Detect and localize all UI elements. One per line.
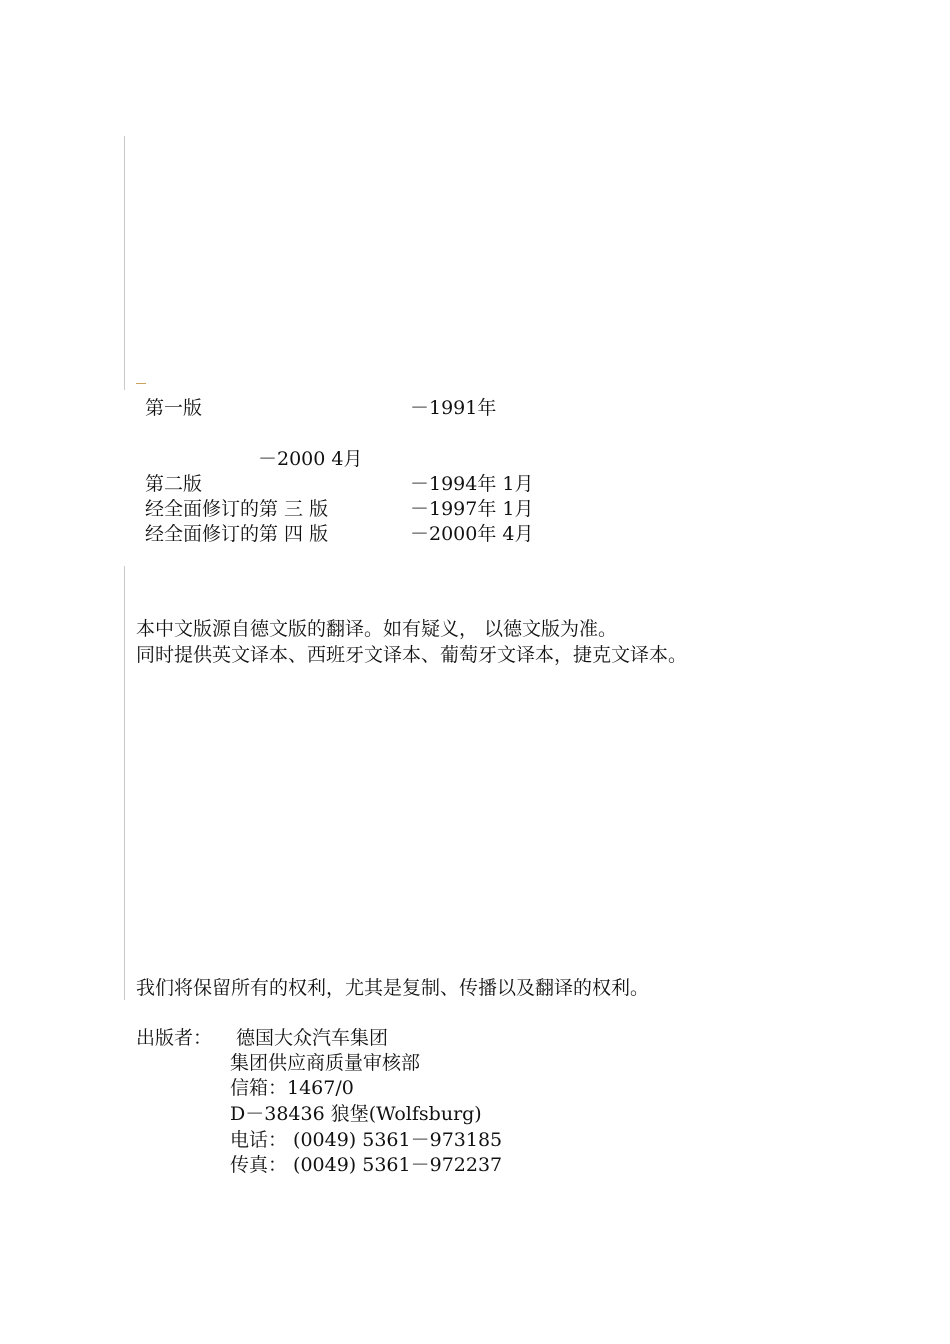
publisher-company: 德国大众汽车集团 (236, 1027, 389, 1049)
edition-4-label: 经全面修订的第 四 版 (145, 523, 329, 545)
margin-line-middle (124, 566, 125, 670)
publisher-department: 集团供应商质量审核部 (230, 1052, 421, 1074)
edition-3-date: －1997年 1月 (410, 498, 534, 520)
edit-mark (136, 383, 146, 384)
publisher-mailbox: 信箱：1467/0 (230, 1077, 354, 1099)
edition-1-date: －1991年 (410, 397, 497, 419)
edition-2-date: －1994年 1月 (410, 473, 534, 495)
edition-1-label: 第一版 (145, 397, 203, 419)
publisher-address: D－38436 狼堡(Wolfsburg) (230, 1103, 482, 1125)
rights-statement: 我们将保留所有的权利，尤其是复制、传播以及翻译的权利。 (136, 977, 650, 999)
margin-line-top (124, 136, 125, 390)
edition-3-label: 经全面修订的第 三 版 (145, 498, 329, 520)
margin-line-bottom (124, 668, 125, 1000)
publisher-phone: 电话： (0049) 5361－973185 (230, 1129, 503, 1151)
translation-note-line-2: 同时提供英文译本、西班牙文译本、葡萄牙文译本，捷克文译本。 (136, 644, 688, 666)
edition-stray-date: －2000 4月 (258, 448, 363, 470)
publisher-label: 出版者： (136, 1027, 213, 1049)
publisher-fax: 传真： (0049) 5361－972237 (230, 1154, 503, 1176)
translation-note-line-1: 本中文版源自德文版的翻译。如有疑义， 以德文版为准。 (136, 618, 618, 640)
edition-4-date: －2000年 4月 (410, 523, 534, 545)
edition-2-label: 第二版 (145, 473, 203, 495)
